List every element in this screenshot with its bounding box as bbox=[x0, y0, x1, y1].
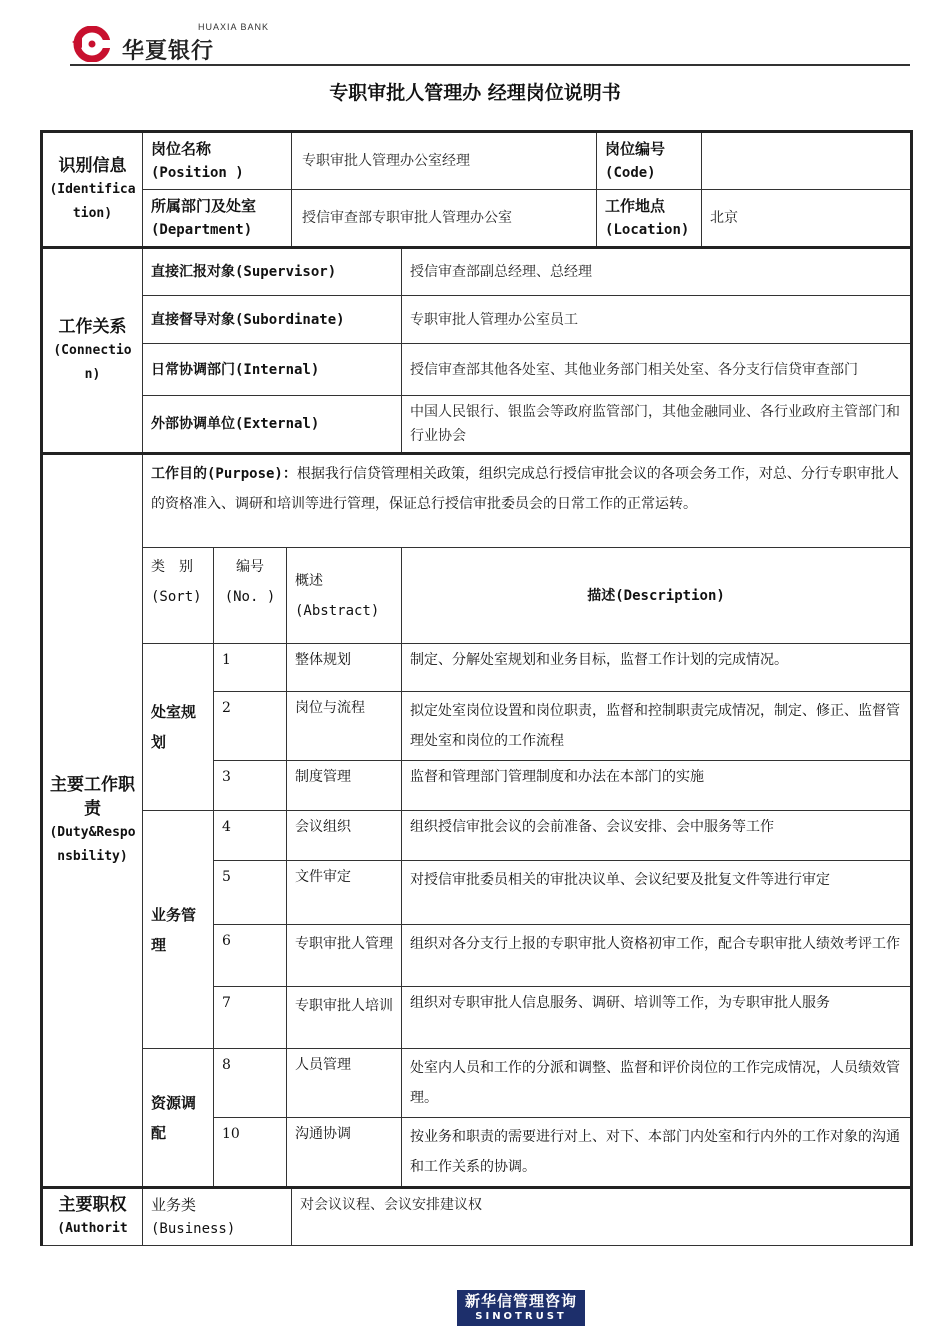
sinotrust-logo bbox=[457, 1290, 585, 1326]
item-description: 按业务和职责的需要进行对上、对下、本部门内处室和行内外的工作对象的沟通和工作关系的协调。 bbox=[402, 1118, 912, 1188]
item-no: 10 bbox=[214, 1118, 287, 1188]
bank-name-en: HUAXIA BANK bbox=[198, 22, 270, 32]
item-no: 2 bbox=[214, 692, 287, 761]
location-value: 北京 bbox=[702, 190, 912, 248]
position-value: 专职审批人管理办公室经理 bbox=[292, 132, 597, 190]
item-abstract: 沟通协调 bbox=[287, 1118, 402, 1188]
subordinate-label: 直接督导对象(Subordinate) bbox=[143, 296, 402, 344]
item-no: 6 bbox=[214, 925, 287, 987]
job-description-table bbox=[40, 130, 913, 1246]
description-header: 描述(Description) bbox=[402, 548, 912, 644]
item-abstract: 会议组织 bbox=[287, 811, 402, 861]
header-divider bbox=[70, 64, 910, 66]
item-abstract: 文件审定 bbox=[287, 861, 402, 925]
item-no: 7 bbox=[214, 987, 287, 1049]
bank-name-cn: 华夏银行 bbox=[122, 39, 215, 64]
item-abstract: 岗位与流程 bbox=[287, 692, 402, 761]
footer-logo-en: SINOTRUST bbox=[475, 1311, 567, 1322]
purpose-cell bbox=[143, 454, 912, 548]
item-description: 监督和管理部门管理制度和办法在本部门的实施 bbox=[402, 761, 912, 811]
item-description: 对授信审批委员相关的审批决议单、会议纪要及批复文件等进行审定 bbox=[402, 861, 912, 925]
authority-section-label: 主要职权 (Authorit bbox=[42, 1188, 143, 1246]
location-label: 工作地点 (Location) bbox=[597, 190, 702, 248]
code-label: 岗位编号 (Code) bbox=[597, 132, 702, 190]
duty-section-label: 主要工作职责 (Duty&Responsbility) bbox=[42, 454, 143, 1188]
external-label: 外部协调单位(External) bbox=[143, 396, 402, 454]
subordinate-value: 专职审批人管理办公室员工 bbox=[402, 296, 912, 344]
sort-group-resources: 资源调配 bbox=[143, 1049, 214, 1188]
purpose-text: 根据我行信贷管理相关政策，组织完成总行授信审批会议的各项会务工作，对总、分行专职审批人的资格准入、调研和培训等进行管理，保证总行授信审批委员会的日常工作的正常运转。 bbox=[151, 466, 899, 512]
internal-value: 授信审查部其他各处室、其他业务部门相关处室、各分支行信贷审查部门 bbox=[402, 344, 912, 396]
item-abstract: 制度管理 bbox=[287, 761, 402, 811]
item-description: 组织授信审批会议的会前准备、会议安排、会中服务等工作 bbox=[402, 811, 912, 861]
sort-header: 类 别 (Sort) bbox=[143, 548, 214, 644]
sort-group-business: 业务管理 bbox=[143, 811, 214, 1049]
no-header: 编号 (No. ) bbox=[214, 548, 287, 644]
code-value bbox=[702, 132, 912, 190]
external-value: 中国人民银行、银监会等政府监管部门，其他金融同业、各行业政府主管部门和行业协会 bbox=[402, 396, 912, 454]
document-title: 专职审批人管理办 经理岗位说明书 bbox=[329, 82, 621, 104]
item-description: 制定、分解处室规划和业务目标，监督工作计划的完成情况。 bbox=[402, 644, 912, 692]
position-label: 岗位名称 (Position ) bbox=[143, 132, 292, 190]
department-value: 授信审查部专职审批人管理办公室 bbox=[292, 190, 597, 248]
item-abstract: 专职审批人管理 bbox=[287, 925, 402, 987]
connection-section-label: 工作关系 (Connection) bbox=[42, 248, 143, 454]
identification-section-label: 识别信息 (Identification) bbox=[42, 132, 143, 248]
item-no: 3 bbox=[214, 761, 287, 811]
item-description: 拟定处室岗位设置和岗位职责，监督和控制职责完成情况，制定、修正、监督管理处室和岗位的工作流程 bbox=[402, 692, 912, 761]
item-abstract: 专职审批人培训 bbox=[287, 987, 402, 1049]
page-header bbox=[70, 18, 910, 68]
huaxia-logo-icon bbox=[70, 26, 110, 62]
item-description: 组织对专职审批人信息服务、调研、培训等工作，为专职审批人服务 bbox=[402, 987, 912, 1049]
supervisor-value: 授信审查部副总经理、总经理 bbox=[402, 248, 912, 296]
item-no: 5 bbox=[214, 861, 287, 925]
footer-logo-cn: 新华信管理咨询 bbox=[464, 1292, 577, 1310]
supervisor-label: 直接汇报对象(Supervisor) bbox=[143, 248, 402, 296]
item-abstract: 整体规划 bbox=[287, 644, 402, 692]
item-no: 4 bbox=[214, 811, 287, 861]
item-no: 8 bbox=[214, 1049, 287, 1118]
item-description: 处室内人员和工作的分派和调整、监督和评价岗位的工作完成情况，人员绩效管理。 bbox=[402, 1049, 912, 1118]
business-label: 业务类 (Business) bbox=[143, 1188, 292, 1246]
sort-group-planning: 处室规划 bbox=[143, 644, 214, 811]
internal-label: 日常协调部门(Internal) bbox=[143, 344, 402, 396]
abstract-header: 概述 (Abstract) bbox=[287, 548, 402, 644]
purpose-label: 工作目的(Purpose)： bbox=[151, 466, 297, 482]
item-abstract: 人员管理 bbox=[287, 1049, 402, 1118]
item-description: 组织对各分支行上报的专职审批人资格初审工作，配合专职审批人绩效考评工作 bbox=[402, 925, 912, 987]
item-no: 1 bbox=[214, 644, 287, 692]
business-value: 对会议议程、会议安排建议权 bbox=[292, 1188, 912, 1246]
department-label: 所属部门及处室 (Department) bbox=[143, 190, 292, 248]
